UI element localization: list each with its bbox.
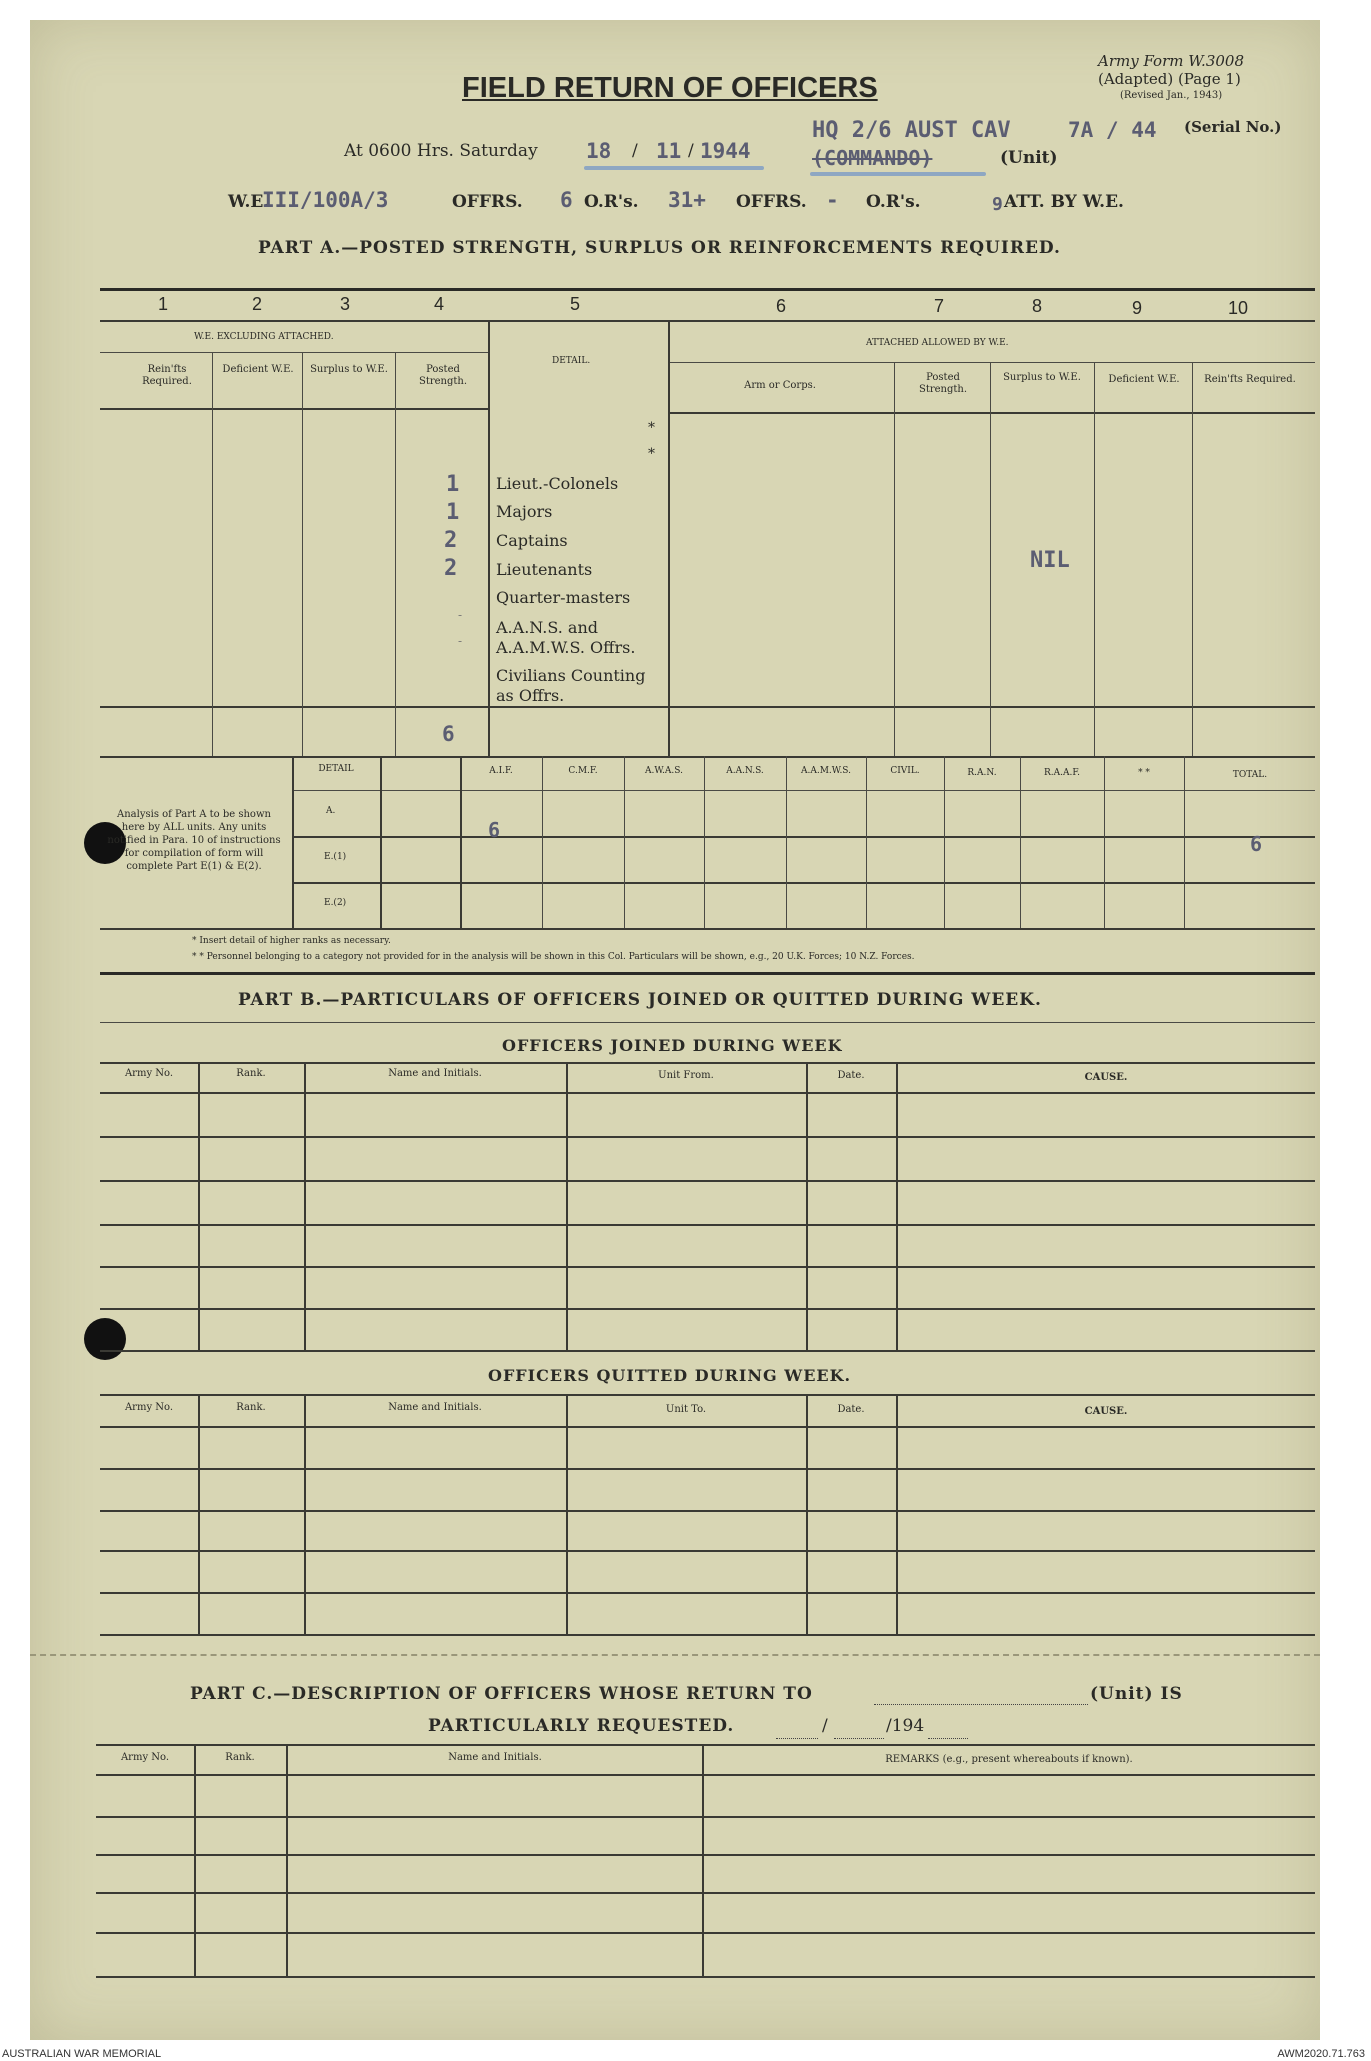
grid-line bbox=[1020, 756, 1021, 928]
hole-punch bbox=[84, 1318, 126, 1360]
date-highlight bbox=[584, 166, 764, 170]
col-number: 1 bbox=[158, 294, 169, 314]
surplus-nil: NIL bbox=[1030, 548, 1070, 573]
rank-row: Quarter-masters bbox=[496, 588, 631, 607]
part-a-title: PART A.—POSTED STRENGTH, SURPLUS OR REINFORCEMENTS REQUIRED. bbox=[258, 238, 1061, 258]
grid-line bbox=[96, 1744, 1315, 1746]
part-c-title: PART C.—DESCRIPTION OF OFFICERS WHOSE RETURN TO bbox=[190, 1684, 813, 1704]
grid-line bbox=[395, 352, 396, 756]
grid-line bbox=[198, 1394, 200, 1634]
grid-line bbox=[286, 1744, 288, 1976]
grid-line bbox=[896, 1062, 898, 1350]
perforation-line bbox=[30, 1654, 1320, 1656]
grid-line bbox=[100, 1634, 1315, 1636]
col-header: Deficient W.E. bbox=[222, 364, 294, 375]
part-c-date-year: /194 bbox=[886, 1716, 925, 1736]
unit-highlight bbox=[810, 172, 986, 176]
col-header: Posted Strength. bbox=[918, 372, 968, 395]
rank-row: Captains bbox=[496, 531, 568, 550]
grid-line bbox=[96, 1976, 1315, 1978]
date-sep-1: / bbox=[632, 141, 638, 161]
serial-number: 7A / 44 bbox=[1068, 118, 1157, 142]
grid-line bbox=[100, 1550, 1315, 1552]
unit-name-line2: (COMMANDO) bbox=[812, 146, 933, 170]
grid-line bbox=[1104, 756, 1105, 928]
joined-col-header: Army No. bbox=[124, 1068, 174, 1079]
grid-line bbox=[786, 756, 787, 928]
part-c-date-line bbox=[834, 1738, 884, 1739]
rank-row: Lieutenants bbox=[496, 560, 593, 579]
grid-line bbox=[100, 1510, 1315, 1512]
att-label: ATT. BY W.E. bbox=[1004, 192, 1124, 212]
analysis-header: R.A.N. bbox=[967, 768, 997, 778]
grid-line bbox=[96, 1816, 1315, 1818]
col-number: 9 bbox=[1132, 298, 1143, 318]
grid-line bbox=[194, 1744, 196, 1976]
we-label: W.E. bbox=[228, 192, 270, 212]
col-header: Surplus to W.E. bbox=[310, 364, 388, 375]
grid-line bbox=[1094, 362, 1095, 756]
we-excluding-header: W.E. EXCLUDING ATTACHED. bbox=[194, 332, 334, 342]
grid-line bbox=[96, 1892, 1315, 1894]
part-c-col-header: Name and Initials. bbox=[448, 1752, 542, 1763]
footnote: * Insert detail of higher ranks as necessary. bbox=[192, 936, 391, 946]
grid-line bbox=[100, 756, 1315, 758]
quitted-col-header: Name and Initials. bbox=[388, 1402, 482, 1413]
col-number: 7 bbox=[934, 296, 945, 316]
part-c-col-header: Rank. bbox=[225, 1752, 255, 1763]
grid-line bbox=[624, 756, 625, 928]
grid-line bbox=[100, 1062, 1315, 1064]
army-form-id: Army Form W.3008 bbox=[1098, 52, 1244, 70]
part-c-line2: PARTICULARLY REQUESTED. bbox=[428, 1716, 735, 1736]
grid-line bbox=[100, 288, 1315, 291]
grid-line bbox=[100, 408, 490, 410]
analysis-header: CIVIL. bbox=[890, 766, 920, 776]
part-c-date-line bbox=[776, 1738, 818, 1739]
ors-label: O.R's. bbox=[584, 192, 639, 212]
analysis-header: * * bbox=[1138, 768, 1150, 778]
quitted-col-header: Date. bbox=[837, 1404, 865, 1415]
posted-value: - bbox=[458, 608, 463, 622]
col-number: 6 bbox=[776, 296, 787, 316]
grid-line bbox=[668, 412, 1315, 414]
col-number: 4 bbox=[434, 294, 445, 314]
offrs2-label: OFFRS. bbox=[736, 192, 807, 212]
grid-line bbox=[100, 706, 1315, 708]
grid-line bbox=[566, 1394, 568, 1634]
grid-line bbox=[866, 756, 867, 928]
part-b-title: PART B.—PARTICULARS OF OFFICERS JOINED OR QUITTED DURING WEEK. bbox=[238, 990, 1042, 1010]
rank-row: Lieut.-Colonels bbox=[496, 474, 619, 493]
grid-line bbox=[806, 1394, 808, 1634]
col-number: 2 bbox=[252, 294, 263, 314]
grid-line bbox=[304, 1394, 306, 1634]
grid-line bbox=[292, 790, 1315, 791]
analysis-header: A.I.F. bbox=[489, 766, 513, 776]
total-posted: 6 bbox=[442, 722, 455, 746]
col-number: 10 bbox=[1228, 298, 1249, 318]
offrs2-value: - bbox=[826, 188, 839, 212]
grid-line bbox=[100, 1468, 1315, 1470]
analysis-header: A.W.A.S. bbox=[645, 766, 683, 776]
grid-line bbox=[212, 352, 213, 756]
col-header: Rein'fts Required. bbox=[142, 364, 192, 387]
date-sep-2: / bbox=[688, 141, 694, 161]
analysis-header: A.A.N.S. bbox=[726, 766, 764, 776]
footer-accession: AWM2020.71.763 bbox=[1277, 2048, 1365, 2060]
grid-line bbox=[100, 1092, 1315, 1094]
grid-line bbox=[894, 362, 895, 756]
grid-line bbox=[292, 836, 1315, 838]
grid-line bbox=[100, 352, 490, 353]
joined-col-header: Name and Initials. bbox=[388, 1068, 482, 1079]
we-value: III/100A/3 bbox=[262, 188, 389, 212]
grid-line bbox=[100, 1394, 1315, 1396]
grid-line bbox=[100, 320, 1315, 322]
ors-value: 31+ bbox=[668, 188, 706, 212]
grid-line bbox=[96, 1774, 1315, 1776]
part-c-date-line bbox=[928, 1738, 968, 1739]
page-title: FIELD RETURN OF OFFICERS bbox=[462, 72, 878, 104]
analysis-row-label: E.(1) bbox=[324, 852, 347, 862]
grid-line bbox=[944, 756, 945, 928]
analysis-row-label: E.(2) bbox=[324, 898, 347, 908]
grid-line bbox=[1192, 362, 1193, 756]
form-sheet bbox=[30, 20, 1320, 2040]
grid-line bbox=[380, 756, 382, 928]
analysis-header: R.A.A.F. bbox=[1043, 768, 1081, 778]
grid-line bbox=[100, 1266, 1315, 1268]
at-label: At 0600 Hrs. Saturday bbox=[344, 141, 538, 161]
unit-label: (Unit) bbox=[1000, 148, 1058, 168]
unit-name-line1: HQ 2/6 AUST CAV bbox=[812, 118, 1011, 143]
grid-line bbox=[100, 1022, 1315, 1023]
joined-col-header: Rank. bbox=[236, 1068, 266, 1079]
joined-title: OFFICERS JOINED DURING WEEK bbox=[502, 1036, 843, 1055]
quitted-col-header: CAUSE. bbox=[1084, 1406, 1128, 1417]
offrs-value: 6 bbox=[560, 188, 573, 212]
analysis-header: DETAIL bbox=[318, 764, 354, 774]
grid-line bbox=[100, 972, 1315, 975]
part-c-col-header: REMARKS (e.g., present whereabouts if known). bbox=[885, 1754, 1133, 1765]
ors2-value: 9 bbox=[992, 194, 1003, 215]
rank-row: Majors bbox=[496, 502, 553, 521]
grid-line bbox=[100, 1180, 1315, 1182]
date-year: 1944 bbox=[700, 139, 751, 163]
grid-line bbox=[542, 756, 543, 928]
quitted-col-header: Rank. bbox=[236, 1402, 266, 1413]
grid-line bbox=[100, 1308, 1315, 1310]
analysis-header: TOTAL. bbox=[1232, 770, 1268, 780]
form-revised: (Revised Jan., 1943) bbox=[1120, 90, 1223, 101]
joined-col-header: CAUSE. bbox=[1084, 1072, 1128, 1083]
quitted-col-header: Army No. bbox=[124, 1402, 174, 1413]
attached-allowed-header: ATTACHED ALLOWED BY W.E. bbox=[866, 338, 1009, 348]
grid-line bbox=[990, 362, 991, 756]
col-number: 5 bbox=[570, 294, 581, 314]
grid-line bbox=[100, 1136, 1315, 1138]
analysis-note: Analysis of Part A to be shown here by ALL units. Any units notified in Para. 10 of instructions for compilation of form will complete Part E(1) & E(2). bbox=[107, 809, 281, 872]
serial-label: (Serial No.) bbox=[1184, 118, 1282, 136]
part-c-unit-line bbox=[874, 1704, 1088, 1705]
part-c-col-header: Army No. bbox=[120, 1752, 170, 1763]
grid-line bbox=[668, 320, 670, 756]
analysis-header: A.A.M.W.S. bbox=[800, 766, 852, 776]
joined-col-header: Date. bbox=[837, 1070, 865, 1081]
grid-line bbox=[96, 1932, 1315, 1934]
date-month: 11 bbox=[656, 139, 682, 163]
grid-line bbox=[566, 1062, 568, 1350]
grid-line bbox=[702, 1744, 704, 1976]
form-adapted: (Adapted) (Page 1) bbox=[1098, 70, 1241, 88]
grid-line bbox=[488, 320, 490, 756]
col-header: Surplus to W.E. bbox=[1003, 372, 1081, 383]
grid-line bbox=[896, 1394, 898, 1634]
grid-line bbox=[292, 882, 1315, 884]
posted-value: 1 bbox=[446, 472, 460, 497]
joined-col-header: Unit From. bbox=[658, 1070, 714, 1081]
posted-value: 2 bbox=[444, 528, 458, 553]
grid-line bbox=[806, 1062, 808, 1350]
analysis-row-label: A. bbox=[326, 806, 336, 816]
grid-line bbox=[100, 1350, 1315, 1352]
col-header: Rein'fts Required. bbox=[1204, 374, 1296, 385]
date-day: 18 bbox=[586, 139, 612, 163]
posted-value: 2 bbox=[444, 556, 458, 581]
asterisk-mark: * bbox=[648, 420, 655, 436]
posted-value: 1 bbox=[446, 500, 460, 525]
detail-header: DETAIL. bbox=[552, 356, 591, 366]
asterisk-mark: * bbox=[648, 446, 655, 462]
offrs-label: OFFRS. bbox=[452, 192, 523, 212]
part-c-date-sep: / bbox=[822, 1716, 828, 1736]
grid-line bbox=[1184, 756, 1185, 928]
posted-value: - bbox=[458, 634, 463, 648]
col-number: 8 bbox=[1032, 296, 1043, 316]
grid-line bbox=[304, 1062, 306, 1350]
rank-row: A.A.N.S. and A.A.M.W.S. Offrs. bbox=[496, 618, 636, 657]
part-c-unit-is: (Unit) IS bbox=[1090, 1684, 1183, 1704]
rank-row: Civilians Counting as Offrs. bbox=[496, 666, 646, 705]
footnote: * * Personnel belonging to a category not provided for in the analysis will be shown in this Col. Particulars will be shown, e.g., 20 U.K. Forces; 10 N.Z. Forces. bbox=[192, 952, 915, 962]
grid-line bbox=[100, 928, 1315, 930]
col-header: Arm or Corps. bbox=[744, 380, 816, 391]
grid-line bbox=[668, 362, 1315, 363]
total-value: 6 bbox=[1250, 832, 1263, 856]
col-header: Posted Strength. bbox=[418, 364, 468, 387]
aif-value: 6 bbox=[488, 818, 501, 842]
grid-line bbox=[100, 1224, 1315, 1226]
quitted-title: OFFICERS QUITTED DURING WEEK. bbox=[488, 1366, 852, 1385]
analysis-header: C.M.F. bbox=[568, 766, 598, 776]
grid-line bbox=[100, 1592, 1315, 1594]
grid-line bbox=[198, 1062, 200, 1350]
quitted-col-header: Unit To. bbox=[665, 1404, 707, 1415]
col-header: Deficient W.E. bbox=[1108, 374, 1180, 385]
grid-line bbox=[460, 756, 462, 928]
grid-line bbox=[96, 1854, 1315, 1856]
grid-line bbox=[302, 352, 303, 756]
footer-source: AUSTRALIAN WAR MEMORIAL bbox=[2, 2048, 162, 2060]
grid-line bbox=[704, 756, 705, 928]
grid-line bbox=[100, 1426, 1315, 1428]
col-number: 3 bbox=[340, 294, 351, 314]
ors2-label: O.R's. bbox=[866, 192, 921, 212]
grid-line bbox=[292, 756, 294, 928]
